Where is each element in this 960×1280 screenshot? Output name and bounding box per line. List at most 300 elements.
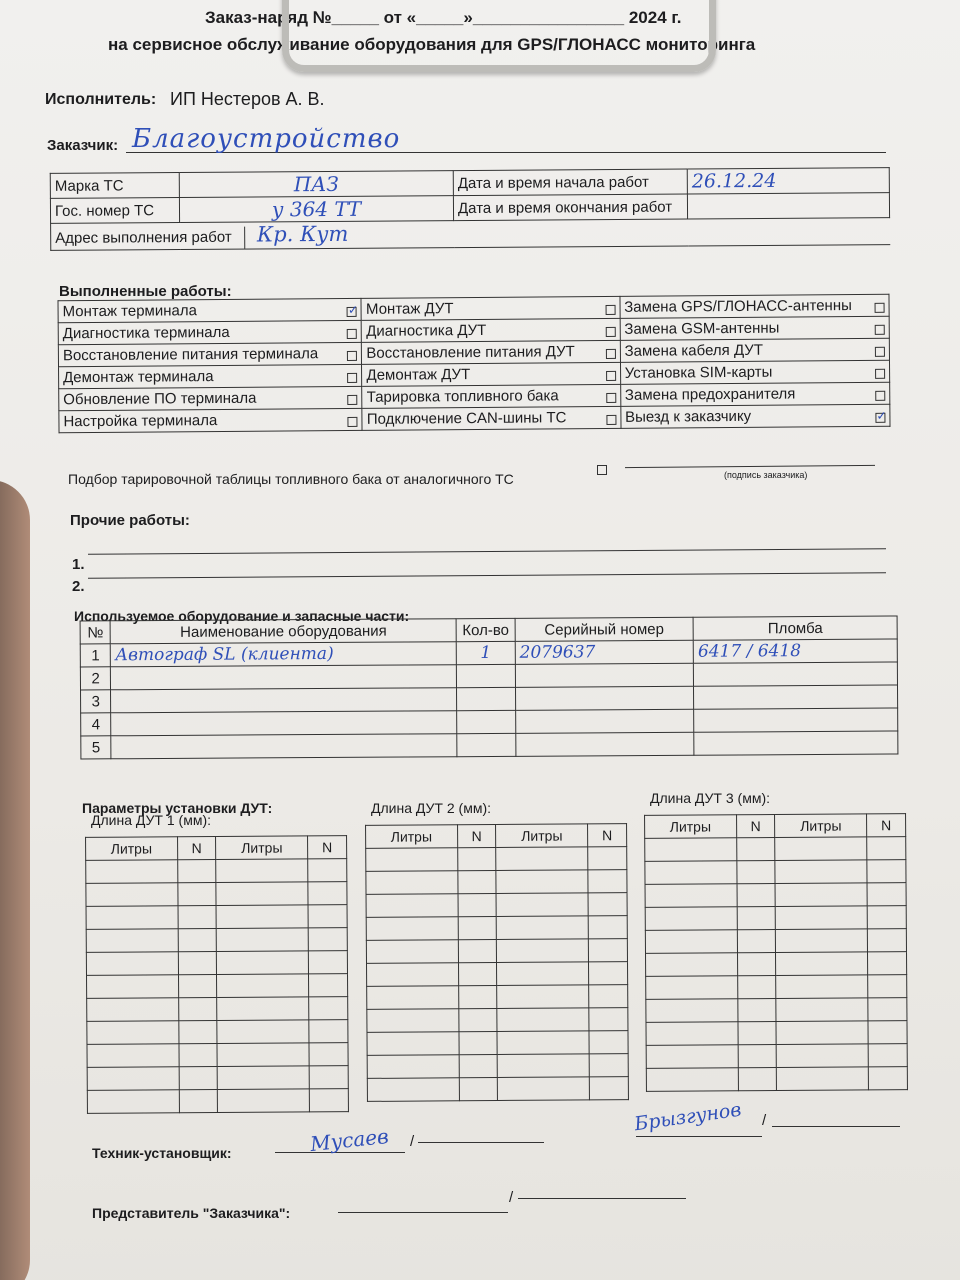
dut-cell (737, 930, 776, 953)
work-item (362, 406, 620, 430)
dut-cell (867, 860, 906, 883)
dut-header: N (736, 815, 775, 838)
dut-cell (217, 928, 309, 952)
dut-cell (308, 974, 347, 997)
dut-cell (737, 953, 776, 976)
equipment-cell-serial (515, 709, 694, 733)
technician-label: Техник-установщик: (92, 1145, 232, 1161)
checkbox[interactable] (875, 303, 885, 313)
dut-cell (497, 916, 589, 940)
equipment-cell-seal (694, 708, 898, 732)
dut-cell (867, 837, 906, 860)
work-label: Замена кабеля ДУТ (624, 341, 764, 360)
dut-cell (736, 838, 775, 861)
dut-cell (776, 883, 868, 907)
work-label: Монтаж ДУТ (365, 300, 454, 318)
equipment-cell-name (111, 665, 457, 690)
work-item (362, 384, 620, 408)
dut-cell (646, 999, 738, 1023)
work-item (620, 294, 890, 318)
dut-cell (177, 860, 216, 883)
equipment-cell-seal (694, 685, 898, 709)
checked-checkbox[interactable]: ✓ (876, 408, 887, 423)
dut-cell (497, 985, 589, 1009)
dut-cell (588, 939, 627, 962)
dut-row (87, 1043, 348, 1068)
dut-cell (86, 906, 178, 930)
dut-header: N (457, 825, 496, 848)
equipment-cell-qty (457, 664, 516, 687)
checkbox[interactable] (348, 395, 358, 405)
dut-row (645, 860, 906, 885)
dut-row (87, 997, 348, 1022)
plate-value: у 364 ТТ (179, 196, 453, 223)
dut-cell (178, 952, 217, 975)
dut-cell (776, 906, 868, 930)
dut-cell (458, 1031, 497, 1054)
work-label: Диагностика терминала (62, 323, 230, 343)
dut-cell (179, 1089, 218, 1112)
dut-cell (178, 929, 217, 952)
dut-row (646, 952, 907, 977)
dut-cell (309, 1066, 348, 1089)
dut-cell (178, 1043, 217, 1066)
dut-cell (178, 906, 217, 929)
dut-cell (776, 975, 868, 999)
dut-cell (457, 871, 496, 894)
checkbox[interactable] (875, 391, 885, 401)
dut-header: Литры (496, 824, 588, 848)
dut-table (644, 813, 908, 1092)
dut-cell (86, 883, 178, 907)
dut-row (367, 962, 628, 987)
dut-cell (367, 1032, 459, 1056)
equipment-table (80, 616, 899, 760)
equipment-cell-qty: 1 (456, 641, 515, 664)
dut-cell (308, 928, 347, 951)
equipment-cell-name (111, 734, 457, 759)
dut-cell (589, 1054, 628, 1077)
dut-row (87, 974, 348, 999)
dut-header: Литры (645, 815, 737, 839)
dut-row (367, 1054, 628, 1079)
params-title: Параметры установки ДУТ: (82, 800, 273, 816)
dut-row (367, 1077, 628, 1102)
work-label: Тарировка топливного бака (366, 387, 559, 406)
second-sign-line (636, 1136, 762, 1137)
checkbox[interactable] (606, 415, 616, 425)
work-label: Замена GPS/ГЛОНАСС-антенны (624, 297, 852, 316)
dut-cell (458, 963, 497, 986)
dut-row (366, 847, 627, 872)
dut-cell (86, 929, 178, 953)
equipment-cell-seal (694, 731, 898, 755)
dut-header: Литры (216, 836, 308, 860)
dut-cell (867, 906, 906, 929)
dut-cell (646, 1045, 738, 1069)
dut-cell (867, 929, 906, 952)
dut-row (87, 1066, 348, 1091)
dut-cell (738, 1044, 777, 1067)
end-value (687, 193, 889, 219)
dut-cell (218, 1089, 310, 1113)
work-item (620, 360, 890, 384)
address-label: Адрес выполнения работ (55, 228, 232, 247)
dut-row (87, 1089, 348, 1114)
dut-row (86, 905, 347, 930)
equipment-cell-seal: 6417 / 6418 (693, 639, 897, 663)
dut-row (366, 893, 627, 918)
signature-caption: (подпись заказчика) (724, 470, 808, 480)
work-item (58, 298, 362, 322)
work-label: Настройка терминала (63, 412, 218, 431)
checkbox[interactable] (875, 347, 885, 357)
work-label: Демонтаж терминала (63, 368, 214, 387)
equipment-cell-qty (457, 733, 516, 756)
checkbox[interactable] (606, 371, 616, 381)
dut-cell (367, 1009, 459, 1033)
customer-label: Заказчик: (47, 137, 119, 154)
dut-cell (308, 859, 347, 882)
equipment-cell-n: 2 (80, 667, 111, 690)
dut-cell (589, 1077, 628, 1100)
dut-cell (497, 962, 589, 986)
dut-cell (218, 1066, 310, 1090)
dut-row (366, 939, 627, 964)
work-item (620, 316, 890, 340)
equipment-cell-name (111, 688, 457, 713)
equipment-cell-serial: 2079637 (515, 640, 694, 664)
equipment-header: Наименование оборудования (110, 619, 456, 644)
works-title: Выполненные работы: (59, 283, 232, 300)
dut-row (645, 837, 906, 862)
dut-cell (308, 882, 347, 905)
equipment-header: Пломба (693, 616, 897, 640)
dut-cell (736, 861, 775, 884)
brand-value: ПАЗ (179, 171, 453, 198)
dut-cell (309, 1043, 348, 1066)
work-label: Замена GSM-антенны (624, 319, 780, 338)
dut-caption: Длина ДУТ 3 (мм): (650, 790, 770, 806)
dut-cell (867, 883, 906, 906)
dut-cell (217, 1020, 309, 1044)
equipment-cell-qty (457, 710, 516, 733)
dut-cell (367, 963, 459, 987)
order-subtitle: на сервисное обслуживание оборудования для GPS/ГЛОНАСС мониторинга (108, 35, 756, 54)
dut-cell (775, 860, 867, 884)
order-title: Заказ-наряд №_____ от «_____»________________ 2024 г. (205, 8, 682, 27)
dut-cell (868, 1044, 907, 1067)
dut-cell (645, 861, 737, 885)
dut-cell (178, 975, 217, 998)
dut-cell (737, 975, 776, 998)
equipment-cell-name (111, 711, 457, 736)
checkbox[interactable] (347, 329, 357, 339)
checkbox[interactable] (605, 327, 615, 337)
dut-cell (588, 847, 627, 870)
dut-cell (217, 951, 309, 975)
dut-cell (588, 870, 627, 893)
address-row (51, 218, 890, 251)
dut-row (646, 998, 907, 1023)
work-item (59, 386, 363, 410)
dut-cell (366, 894, 458, 918)
checked-checkbox[interactable]: ✓ (347, 302, 359, 317)
dut-cell (645, 838, 737, 862)
work-label: Обновление ПО терминала (63, 389, 257, 409)
dut-cell (367, 986, 459, 1010)
dut-cell (737, 998, 776, 1021)
dut-cell (498, 1077, 590, 1101)
dut-cell (497, 1031, 589, 1055)
dut-cell (458, 1008, 497, 1031)
work-item (620, 382, 890, 406)
dut-cell (645, 907, 737, 931)
dut-cell (589, 1031, 628, 1054)
dut-row (86, 859, 347, 884)
dut-cell (216, 859, 308, 883)
dut-cell (776, 1021, 868, 1045)
dut-cell (645, 884, 737, 908)
dut-cell (87, 1067, 179, 1091)
dut-cell (366, 848, 458, 872)
vehicle-table (50, 167, 891, 251)
dut-header: N (588, 824, 627, 847)
executor-label: Исполнитель: (45, 91, 157, 108)
dut-cell (309, 1020, 348, 1043)
dut-header: N (867, 814, 906, 837)
dut-caption: Длина ДУТ 2 (мм): (371, 800, 491, 816)
dut-row (366, 916, 627, 941)
dut-table (365, 823, 629, 1102)
dut-row (646, 1021, 907, 1046)
checkbox[interactable] (606, 349, 616, 359)
technician-name-line (418, 1142, 544, 1143)
checkbox[interactable] (347, 373, 357, 383)
dut-row (367, 1008, 628, 1033)
dut-cell (776, 952, 868, 976)
start-value: 26.12.24 (687, 168, 889, 194)
dut-cell (646, 953, 738, 977)
plate-label: Гос. номер ТС (50, 198, 179, 224)
dut-cell (496, 847, 588, 871)
dut-row (367, 1031, 628, 1056)
work-item (620, 338, 890, 362)
equipment-cell-n: 4 (81, 713, 112, 736)
work-label: Диагностика ДУТ (366, 321, 487, 340)
dut-header: N (177, 837, 216, 860)
work-label: Подключение CAN-шины ТС (366, 409, 567, 428)
work-label: Демонтаж ДУТ (366, 366, 471, 384)
dut-cell (737, 907, 776, 930)
customer-rep-label: Представитель "Заказчика": (92, 1205, 291, 1221)
equipment-header: Серийный номер (515, 617, 694, 641)
work-label: Восстановление питания терминала (62, 345, 319, 365)
equipment-cell-qty (457, 687, 516, 710)
dut-cell (738, 1067, 777, 1090)
dut-cell (645, 930, 737, 954)
dut-header: Литры (775, 814, 867, 838)
equipment-cell-n: 1 (80, 644, 111, 667)
checkbox[interactable] (875, 325, 885, 335)
dut-cell (737, 1021, 776, 1044)
dut-cell (177, 883, 216, 906)
dut-cell (87, 998, 179, 1022)
equipment-title: Используемое оборудование и запасные части: (74, 608, 410, 624)
table-row (81, 731, 898, 759)
work-item (59, 364, 363, 388)
dut-cell (458, 917, 497, 940)
checkbox[interactable] (347, 351, 357, 361)
checkbox[interactable] (348, 417, 358, 427)
dut-cell (496, 870, 588, 894)
works-table (57, 294, 890, 434)
dut-cell (458, 894, 497, 917)
dut-row (645, 929, 906, 954)
other-item-1: 1. (72, 556, 85, 573)
dut-cell (459, 1077, 498, 1100)
dut-cell (775, 837, 867, 861)
work-item (58, 342, 362, 366)
finger (0, 480, 30, 1280)
slash-2: / (762, 1112, 767, 1129)
work-label: Выезд к заказчику (624, 407, 752, 426)
work-label: Установка SIM-карты (624, 363, 773, 382)
dut-row (645, 883, 906, 908)
dut-cell (367, 1055, 459, 1079)
address-value: Кр. Кут (256, 221, 349, 247)
dut-cell (366, 871, 458, 895)
work-item (362, 318, 620, 342)
dut-cell (178, 997, 217, 1020)
equipment-cell-n: 5 (81, 736, 112, 759)
dut-cell (777, 1044, 869, 1068)
second-name-line (772, 1126, 900, 1127)
checkbox[interactable] (606, 393, 616, 403)
dut-cell (178, 1020, 217, 1043)
dut-cell (646, 1068, 738, 1092)
dut-cell (497, 1008, 589, 1032)
dut-cell (776, 929, 868, 953)
dut-cell (458, 940, 497, 963)
dut-cell (217, 997, 309, 1021)
dut-cell (217, 905, 309, 929)
dut-cell (308, 951, 347, 974)
dut-row (86, 882, 347, 907)
clipboard-clip (282, 0, 716, 72)
dut-header: Литры (366, 825, 458, 849)
dut-table (85, 835, 349, 1114)
checkbox[interactable] (605, 305, 615, 315)
dut-cell (457, 848, 496, 871)
dut-cell (87, 975, 179, 999)
dut-caption: Длина ДУТ 1 (мм): (91, 812, 211, 828)
dut-cell (867, 952, 906, 975)
work-label: Замена предохранителя (624, 385, 796, 404)
end-label: Дата и время окончания работ (453, 194, 687, 221)
dut-row (645, 906, 906, 931)
dut-cell (589, 1008, 628, 1031)
dut-cell (868, 1021, 907, 1044)
dut-cell (646, 1022, 738, 1046)
dut-cell (86, 860, 178, 884)
dut-row (87, 1020, 348, 1045)
dut-cell (458, 985, 497, 1008)
dut-row (86, 928, 347, 953)
dut-row (366, 870, 627, 895)
equipment-cell-serial (516, 732, 695, 756)
dut-cell (217, 974, 309, 998)
dut-cell (776, 998, 868, 1022)
dut-cell (309, 1089, 348, 1112)
work-item (58, 320, 362, 344)
dut-cell (366, 917, 458, 941)
work-label: Монтаж терминала (62, 302, 197, 321)
dut-cell (588, 893, 627, 916)
dut-cell (498, 1054, 590, 1078)
checkbox[interactable] (875, 369, 885, 379)
dut-cell (737, 884, 776, 907)
work-item (362, 340, 620, 364)
dut-row (646, 975, 907, 1000)
slash-1: / (410, 1133, 415, 1150)
tariff-checkbox[interactable] (597, 465, 607, 475)
dut-row (646, 1044, 907, 1069)
start-label: Дата и время начала работ (453, 169, 687, 196)
dut-cell (366, 940, 458, 964)
work-item (620, 404, 890, 428)
dut-header: Литры (86, 837, 178, 861)
customer-rep-sign-line (338, 1212, 508, 1213)
equipment-cell-serial (515, 663, 694, 687)
dut-cell (179, 1066, 218, 1089)
work-item (361, 296, 619, 320)
tariff-label: Подбор тарировочной таблицы топливного бака от аналогичного ТС (68, 471, 514, 487)
equipment-header: Кол-во (456, 618, 515, 641)
equipment-header: № (80, 621, 111, 644)
other-item-2: 2. (72, 578, 85, 595)
work-item (362, 362, 620, 386)
dut-row (646, 1067, 907, 1092)
dut-cell (497, 939, 589, 963)
dut-cell (367, 1078, 459, 1102)
dut-cell (777, 1067, 869, 1091)
work-label: Восстановление питания ДУТ (366, 343, 575, 362)
equipment-cell-serial (515, 686, 694, 710)
second-signature: Брызгунов (632, 1098, 743, 1136)
dut-row (86, 951, 347, 976)
dut-header: N (308, 836, 347, 859)
dut-cell (588, 916, 627, 939)
executor-value: ИП Нестеров А. В. (170, 89, 325, 109)
equipment-cell-n: 3 (81, 690, 112, 713)
dut-cell (308, 905, 347, 928)
dut-cell (497, 893, 589, 917)
dut-cell (87, 1044, 179, 1068)
work-item (59, 408, 363, 432)
equipment-cell-name: Автограф SL (клиента) (111, 642, 457, 667)
dut-cell (868, 1067, 907, 1090)
dut-cell (646, 976, 738, 1000)
dut-cell (87, 1021, 179, 1045)
dut-cell (588, 962, 627, 985)
dut-cell (86, 952, 178, 976)
equipment-cell-seal (694, 662, 898, 686)
dut-row (367, 985, 628, 1010)
dut-cell (216, 882, 308, 906)
other-works-title: Прочие работы: (70, 512, 190, 529)
dut-cell (217, 1043, 309, 1067)
